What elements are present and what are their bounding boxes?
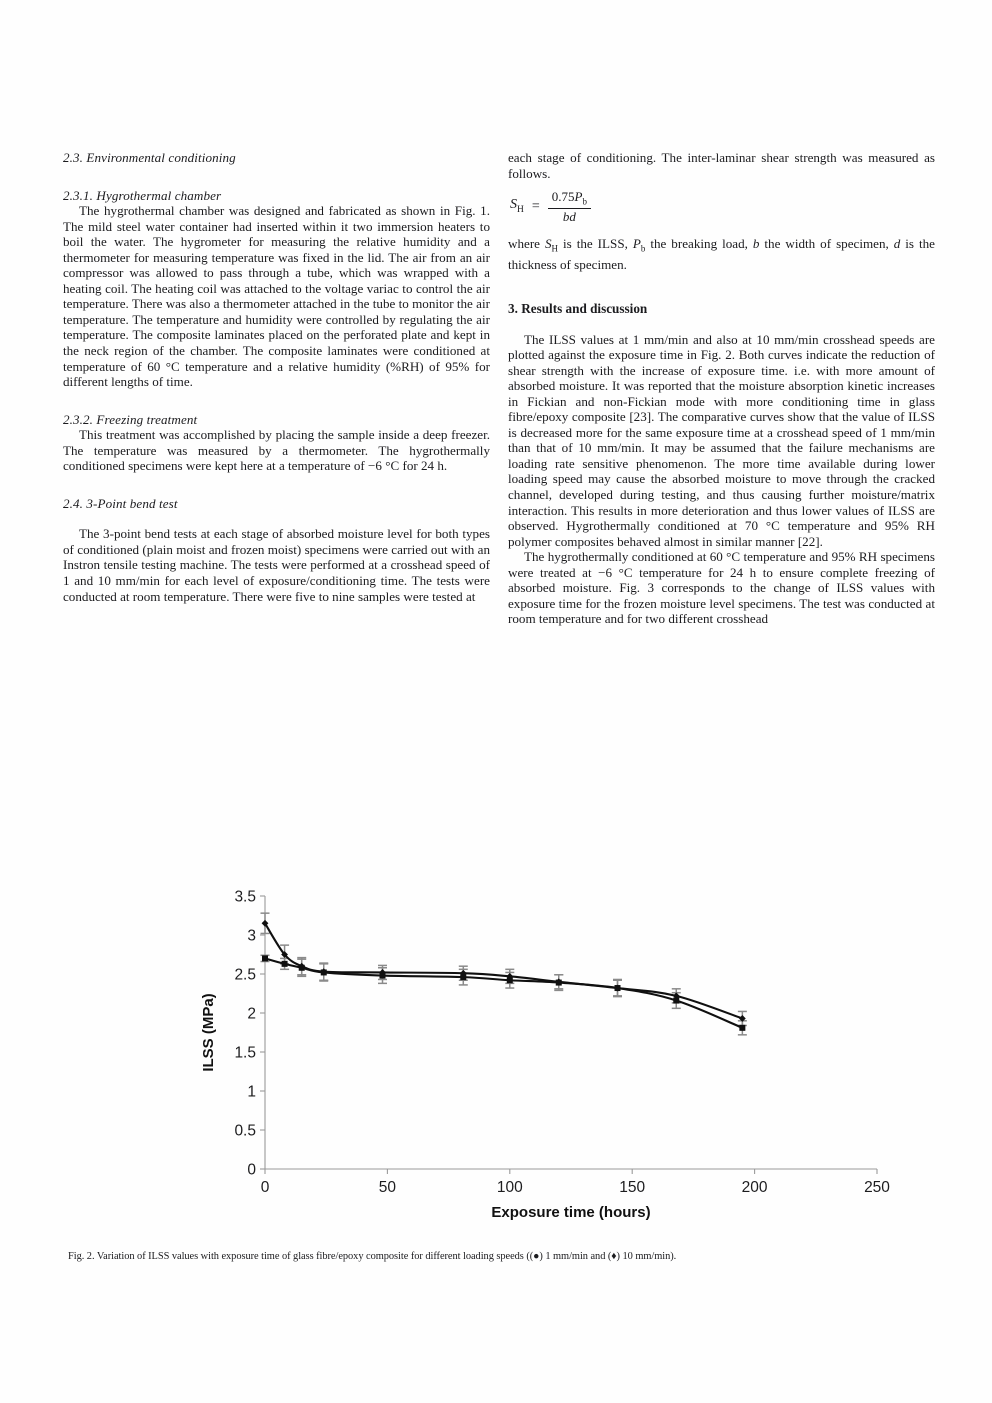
ilss-equation	[510, 190, 935, 224]
heading-2-3: 2.3. Environmental conditioning	[63, 150, 236, 165]
x-tick-label: 250	[864, 1179, 890, 1196]
marker-square	[739, 1025, 745, 1031]
equation-lhs: $S_H$	[510, 196, 524, 215]
heading-3-results-and-discussion: 3. Results and discussion	[508, 301, 648, 317]
x-tick-label: 150	[619, 1179, 646, 1196]
equation-numerator: $0.75P_b$	[551, 189, 587, 207]
paragraph-where-definitions: where $S_H$ is the ILSS, $P_b$ the breaking load, b the width of specimen, d is the thickness of specimen.	[508, 236, 935, 273]
marker-square	[380, 973, 386, 979]
marker-square	[556, 980, 562, 986]
series-line-1	[265, 958, 742, 1027]
x-axis-title: Exposure time (hours)	[491, 1204, 651, 1221]
series-line-0	[265, 923, 742, 1018]
y-tick-label: 3	[247, 927, 256, 945]
equation-fraction	[548, 190, 591, 224]
marker-square	[282, 961, 288, 967]
figure-2	[63, 882, 935, 1282]
heading-2-3-1: 2.3.1. Hygrothermal chamber	[63, 187, 222, 203]
marker-square	[299, 965, 305, 971]
y-axis-title: ILSS (MPa)	[200, 993, 217, 1072]
paragraph-3-point-bend-test: The 3-point bend tests at each stage of absorbed moisture level for both types of conditioned (plain moist and frozen moist) specimens were carried out with an Instron tensile testing machine. The tests were performed at a crosshead speed of 1 and 10 mm/min for each level of exposure/conditioning time. The tests were conducted at room temperature. There were five to nine samples were tested at	[63, 526, 490, 604]
equation-denominator: bd	[562, 208, 576, 224]
heading-2-3-2: 2.3.2. Freezing treatment	[63, 411, 198, 427]
paragraph-results-2: The hygrothermally conditioned at 60 °C temperature and 95% RH specimens were treated at −6 °C temperature for 24 h to ensure complete freezing of absorbed moisture. Fig. 3 corresponds to the change of ILSS values with exposure time for the frozen moisture level specimens. The test was conducted at room temperature and for two different crosshead	[508, 549, 935, 627]
left-column	[63, 150, 490, 870]
right-column	[508, 150, 935, 870]
paragraph-continued: each stage of conditioning. The inter-laminar shear strength was measured as follows.	[508, 150, 935, 181]
marker-square	[673, 998, 679, 1004]
marker-square	[615, 985, 621, 991]
x-tick-label: 0	[260, 1179, 270, 1196]
x-tick-label: 50	[378, 1179, 397, 1196]
y-tick-label: 1.5	[234, 1044, 256, 1062]
x-tick-label: 200	[741, 1179, 768, 1196]
heading-2-4: 2.4. 3-Point bend test	[63, 495, 178, 511]
marker-square	[507, 977, 513, 983]
marker-square	[262, 955, 268, 961]
marker-square	[460, 974, 466, 980]
y-tick-label: 3.5	[234, 888, 256, 906]
y-tick-label: 0	[247, 1161, 256, 1179]
paragraph-freezing-treatment: This treatment was accomplished by placing the sample inside a deep freezer. The temperature was measured by a thermometer. The hygrothermally conditioned specimens were kept here at a temperature of −6 °C for 24 h.	[63, 427, 490, 474]
ilss-vs-exposure-time-chart	[193, 882, 893, 1227]
y-tick-label: 1	[247, 1083, 256, 1101]
y-tick-label: 2	[247, 1005, 256, 1023]
y-tick-label: 2.5	[234, 966, 256, 984]
paragraph-hygrothermal-chamber: The hygrothermal chamber was designed and fabricated as shown in Fig. 1. The mild steel water container had inserted within it two immersion heaters to boil the water. The hygrometer for measuring the relative humidity and a thermometer for measuring temperature was fixed in the lid. The air from an air compressor was allowed to pass through a tube, which was wrapped with a heating coil. The heating coil was attached to the voltage variac to control the air temperature. There was also a thermometer attached in the tube to monitor the air temperature. The temperature and humidity were controlled by regulating the air temperature. The composite laminates placed on the perforated plate and kept in the neck region of the chamber. The composite laminates were conditioned at temperature of 60 °C temperature and a relative humidity (%RH) of 95% for different lengths of time.	[63, 203, 490, 390]
series-markers-0	[262, 920, 746, 1022]
chart-svg	[193, 882, 893, 1227]
marker-square	[321, 969, 327, 975]
paragraph-results-1: The ILSS values at 1 mm/min and also at 10 mm/min crosshead speeds are plotted against the exposure time in Fig. 2. Both curves indicate the reduction of shear strength with the increase of exposure time. i.e. with more amount of absorbed moisture. It was reported that the moisture absorption kinetic increases in Fickian and non-Fickian mode with more conditioning time in glass fibre/epoxy composite [23]. The comparative curves show that the value of ILSS is decreased more for the same exposure time at a crosshead speed of 1 mm/min than that of 10 mm/min. It may be assumed that the failure mechanisms are loading rate sensitive phenomenon. The more time available during lower loading speed may cause the absorbed moisture to move through the cracked channel, developed during testing, and thus causing further moisture/matrix interaction. This results in more deterioration and thus lower values of ILSS are observed. Hygrothermally conditioned at 70 °C temperature and 95% RH polymer composites behaved almost in similar manner [22].	[508, 331, 935, 549]
x-tick-label: 100	[496, 1179, 523, 1196]
y-tick-label: 0.5	[234, 1122, 256, 1140]
figure-caption: Fig. 2. Variation of ILSS values with exposure time of glass fibre/epoxy composite for different loading speeds ((●) 1 mm/min and (♦) 10 mm/min).	[68, 1251, 677, 1262]
equation-equals: =	[531, 199, 540, 215]
two-column-body	[63, 150, 935, 870]
